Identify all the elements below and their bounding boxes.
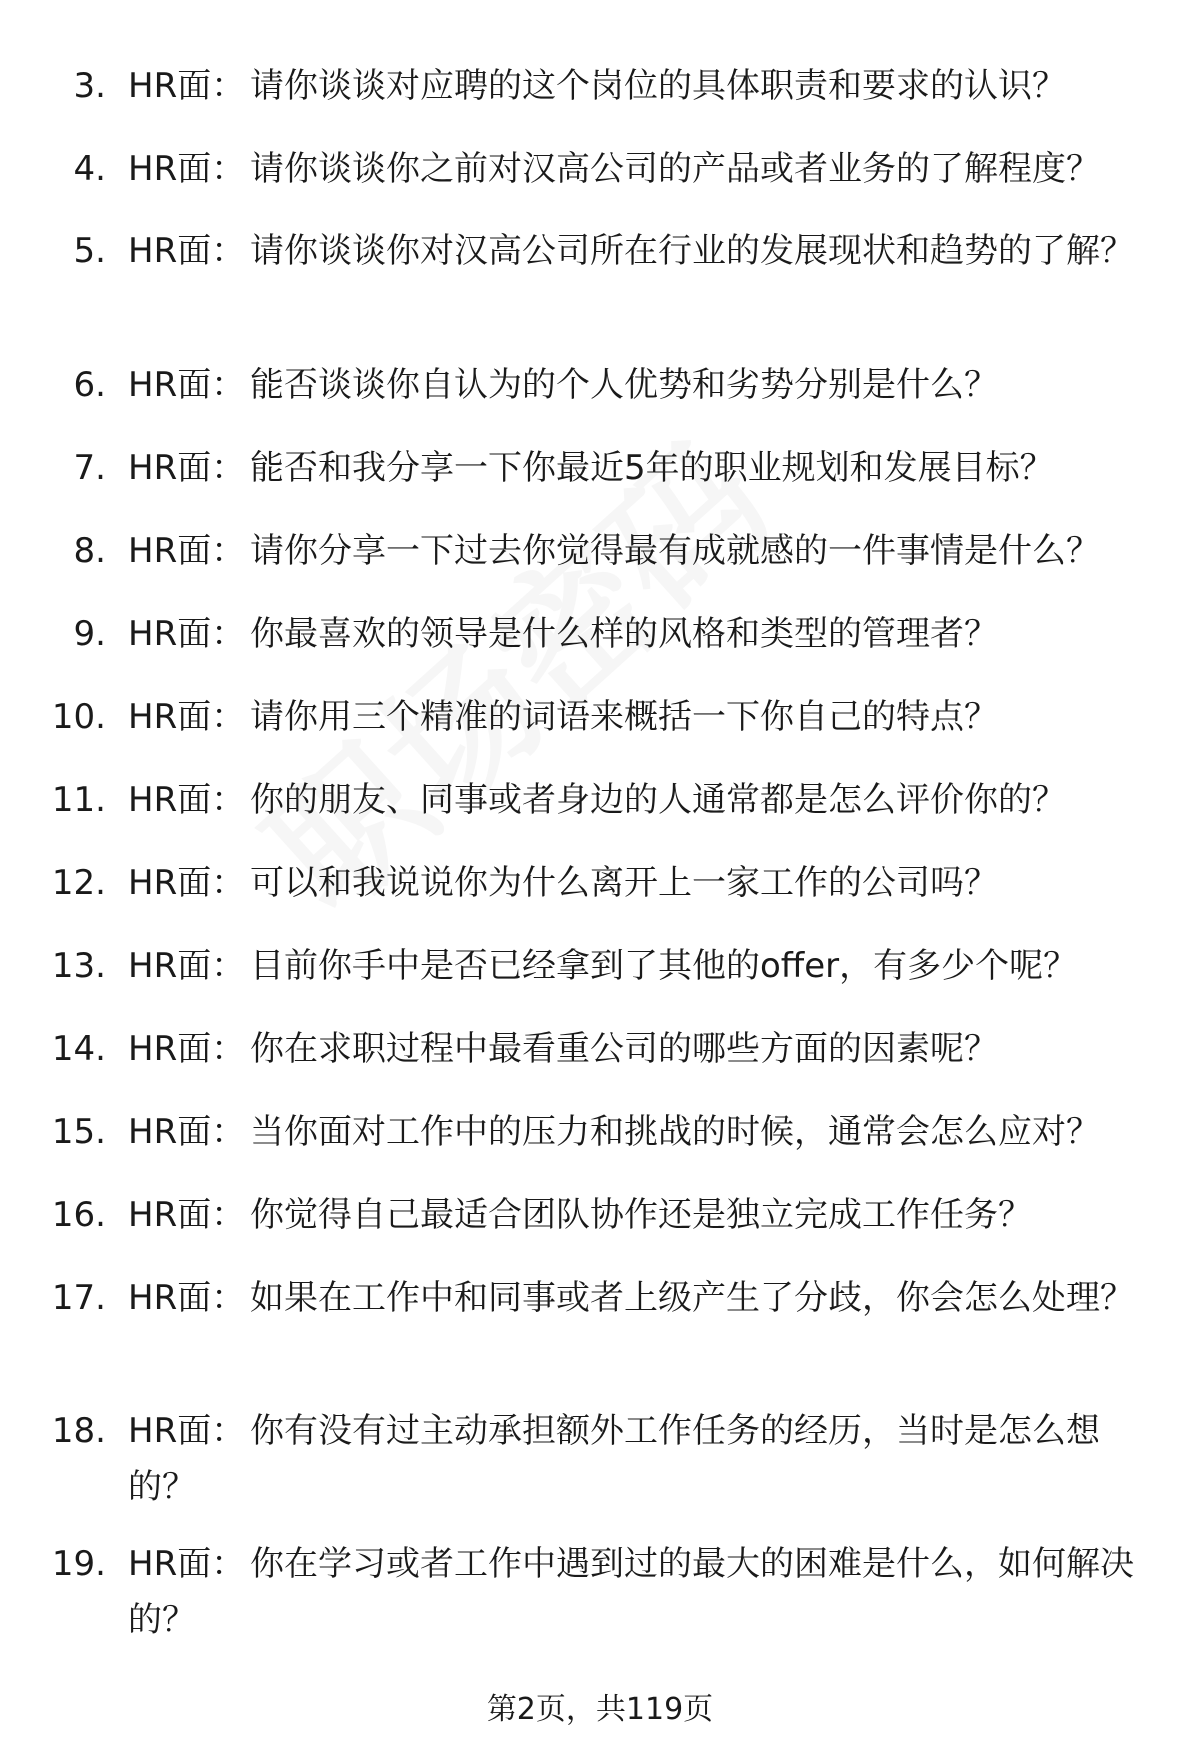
- item-text: 目前你手中是否已经拿到了其他的offer，有多少个呢？: [250, 946, 1078, 986]
- page-footer: 第2页，共119页: [486, 1692, 714, 1727]
- item-number: 14.: [51, 1029, 106, 1069]
- item-number: 17.: [51, 1278, 106, 1318]
- item-number: 19.: [51, 1544, 106, 1584]
- item-text: 如果在工作中和同事或者上级产生了分歧，你会怎么处理？: [250, 1278, 1134, 1318]
- item-text: 你有没有过主动承担额外工作任务的经历，当时是怎么想的？: [128, 1411, 1100, 1507]
- item-text: 你最喜欢的领导是什么样的风格和类型的管理者？: [250, 614, 998, 654]
- item-tag: HR面：: [128, 231, 246, 271]
- item-tag: HR面：: [128, 1195, 246, 1235]
- item-tag: HR面：: [128, 531, 246, 571]
- item-tag: HR面：: [128, 1112, 246, 1152]
- item-tag: HR面：: [128, 448, 246, 488]
- item-number: 6.: [73, 365, 106, 405]
- item-text: 请你分享一下过去你觉得最有成就感的一件事情是什么？: [250, 531, 1100, 571]
- item-number: 13.: [51, 946, 106, 986]
- item-text: 请你用三个精准的词语来概括一下你自己的特点？: [250, 697, 998, 737]
- item-text: 可以和我说说你为什么离开上一家工作的公司吗？: [250, 863, 998, 903]
- item-tag: HR面：: [128, 697, 246, 737]
- item-tag: HR面：: [128, 1029, 246, 1069]
- item-tag: HR面：: [128, 946, 246, 986]
- item-number: 3.: [73, 66, 106, 106]
- item-number: 11.: [51, 780, 106, 820]
- item-tag: HR面：: [128, 1544, 246, 1584]
- item-text: 能否谈谈你自认为的个人优势和劣势分别是什么？: [250, 365, 998, 405]
- item-number: 10.: [51, 697, 106, 737]
- item-number: 16.: [51, 1195, 106, 1235]
- item-text: 能否和我分享一下你最近5年的职业规划和发展目标？: [250, 448, 1054, 488]
- item-tag: HR面：: [128, 365, 246, 405]
- item-tag: HR面：: [128, 149, 246, 189]
- item-number: 12.: [51, 863, 106, 903]
- item-text: 你觉得自己最适合团队协作还是独立完成工作任务？: [250, 1195, 1032, 1235]
- item-text: 当你面对工作中的压力和挑战的时候，通常会怎么应对？: [250, 1112, 1100, 1152]
- item-text: 你在学习或者工作中遇到过的最大的困难是什么，如何解决的？: [128, 1544, 1134, 1640]
- item-number: 7.: [73, 448, 106, 488]
- item-tag: HR面：: [128, 863, 246, 903]
- item-text: 请你谈谈对应聘的这个岗位的具体职责和要求的认识？: [250, 66, 1066, 106]
- item-number: 18.: [51, 1411, 106, 1451]
- item-tag: HR面：: [128, 614, 246, 654]
- item-text: 请你谈谈你之前对汉高公司的产品或者业务的了解程度？: [250, 149, 1100, 189]
- item-text: 你在求职过程中最看重公司的哪些方面的因素呢？: [250, 1029, 998, 1069]
- item-tag: HR面：: [128, 1411, 246, 1451]
- item-text: 你的朋友、同事或者身边的人通常都是怎么评价你的？: [250, 780, 1066, 820]
- item-number: 4.: [73, 149, 106, 189]
- item-number: 9.: [73, 614, 106, 654]
- item-number: 8.: [73, 531, 106, 571]
- item-number: 15.: [51, 1112, 106, 1152]
- item-tag: HR面：: [128, 780, 246, 820]
- item-text: 请你谈谈你对汉高公司所在行业的发展现状和趋势的了解？: [250, 231, 1134, 271]
- item-tag: HR面：: [128, 1278, 246, 1318]
- item-number: 5.: [73, 231, 106, 271]
- item-tag: HR面：: [128, 66, 246, 106]
